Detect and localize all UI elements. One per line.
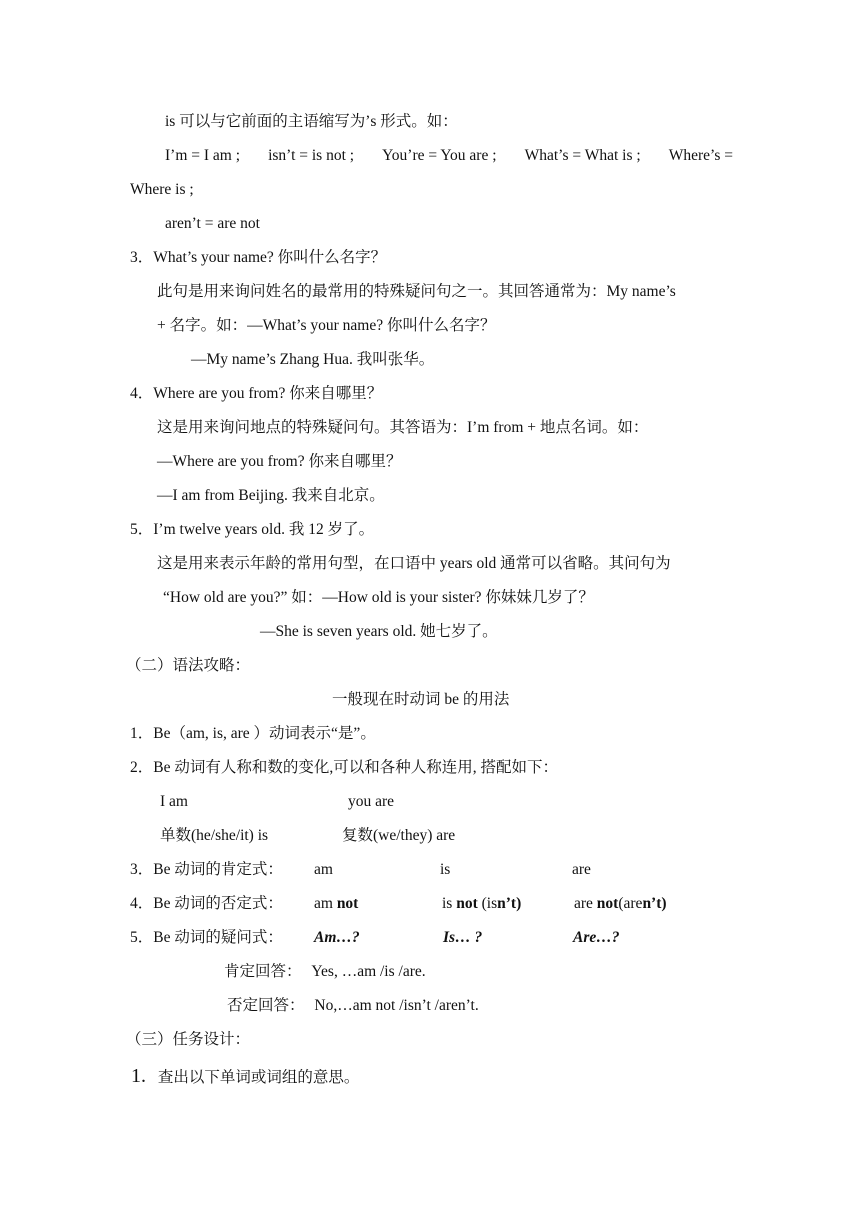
task-item-1 (131, 1066, 359, 1088)
pair-singular-2: 单数(he/she/it) is (160, 827, 269, 844)
item-number: 4． (130, 385, 154, 402)
contractions-line-1 (165, 146, 733, 166)
rule-number: 3． (130, 861, 154, 878)
item-heading: What’s your name? 你叫什么名字？ (153, 249, 387, 266)
item-3-answer: —My name’s Zhang Hua. 我叫张华。 (191, 351, 435, 368)
rule-number: 5． (130, 929, 154, 946)
negative-are-not: not (596, 895, 619, 912)
pair-plural-2: 复数(we/they) are (342, 827, 456, 844)
item-number: 3． (130, 249, 154, 266)
yes-answer (224, 962, 426, 982)
task-item-number: 1. (131, 1065, 146, 1087)
item-heading: I’m twelve years old. 我 12 岁了。 (153, 521, 375, 538)
negative-are-short-prefix: (are (618, 895, 643, 912)
negative-is-verb: is (442, 895, 457, 912)
interrogative-are: Are…? (573, 929, 620, 946)
negative-is (442, 894, 521, 914)
rule-3-label (130, 860, 283, 880)
rule-4-label (130, 894, 283, 914)
contractions-line-3: aren’t = are not (165, 215, 260, 232)
item-4-answer: —I am from Beijing. 我来自北京。 (157, 487, 385, 504)
task-heading: （三）任务设计： (126, 1031, 251, 1048)
rule-1 (130, 724, 376, 744)
contraction-4: What’s = What is ; (524, 147, 641, 164)
rule-text: Be 动词的肯定式： (153, 861, 283, 878)
rule-2 (130, 758, 558, 778)
grammar-title: 一般现在时动词 be 的用法 (332, 691, 510, 708)
rule-number: 1． (130, 725, 154, 742)
negative-is-short-suffix: n’t) (497, 895, 522, 912)
interrogative-is: Is… ? (443, 929, 483, 946)
affirmative-are: are (572, 861, 591, 878)
no-answer (227, 996, 479, 1016)
contraction-2: isn’t = is not ; (268, 147, 355, 164)
affirmative-am: am (314, 861, 333, 878)
pair-singular-1: I am (160, 793, 188, 810)
contraction-1: I’m = I am ; (165, 147, 241, 164)
rule-number: 4． (130, 895, 154, 912)
yes-answer-label: 肯定回答： (224, 963, 302, 980)
item-5-note: 这是用来表示年龄的常用句型，在口语中 years old 通常可以省略。其问句为 (157, 555, 671, 572)
item-5-note-2: “How old are you?” 如：—How old is your sister? 你妹妹几岁了？ (163, 589, 594, 606)
item-3 (130, 248, 386, 268)
rule-5-label (130, 928, 283, 948)
negative-am-verb: am (314, 895, 337, 912)
item-4-question: —Where are you from? 你来自哪里？ (157, 453, 402, 470)
item-4-note: 这是用来询问地点的特殊疑问句。其答语为：I’m from + 地点名词。如： (157, 419, 649, 436)
no-answer-text: No,…am not /isn’t /aren’t. (314, 997, 479, 1014)
item-5 (130, 520, 374, 540)
item-4 (130, 384, 382, 404)
rule-text: Be（am, is, are ）动词表示“是”。 (153, 725, 376, 742)
grammar-heading: （二）语法攻略： (126, 657, 251, 674)
pair-plural-1: you are (348, 793, 395, 810)
item-5-answer: —She is seven years old. 她七岁了。 (260, 623, 498, 640)
item-3-note: 此句是用来询问姓名的最常用的特殊疑问句之一。其回答通常为：My name’s (157, 283, 676, 300)
negative-are-short-suffix: n’t) (642, 895, 667, 912)
contractions-line-2: Where is ; (130, 181, 194, 198)
affirmative-is: is (440, 861, 451, 878)
negative-are (574, 894, 667, 914)
item-number: 5． (130, 521, 154, 538)
yes-answer-text: Yes, …am /is /are. (311, 963, 426, 980)
task-item-text: 查出以下单词或词组的意思。 (157, 1069, 360, 1086)
interrogative-am: Am…? (314, 929, 360, 946)
no-answer-label: 否定回答： (227, 997, 305, 1014)
negative-is-not: not (456, 895, 478, 912)
rule-number: 2． (130, 759, 154, 776)
negative-are-verb: are (574, 895, 597, 912)
item-3-note-2: + 名字。如：—What’s your name? 你叫什么名字？ (157, 317, 496, 334)
contraction-5: Where’s = (668, 147, 733, 164)
contraction-3: You’re = You are ; (382, 147, 497, 164)
negative-is-short-prefix: (is (477, 895, 498, 912)
contraction-intro: is 可以与它前面的主语缩写为’s 形式。如： (165, 113, 458, 130)
rule-text: Be 动词的否定式： (153, 895, 283, 912)
negative-am (314, 894, 358, 914)
rule-text: Be 动词有人称和数的变化,可以和各种人称连用, 搭配如下： (153, 759, 558, 776)
negative-am-not: not (336, 895, 359, 912)
item-heading: Where are you from? 你来自哪里？ (153, 385, 383, 402)
rule-text: Be 动词的疑问式： (153, 929, 283, 946)
